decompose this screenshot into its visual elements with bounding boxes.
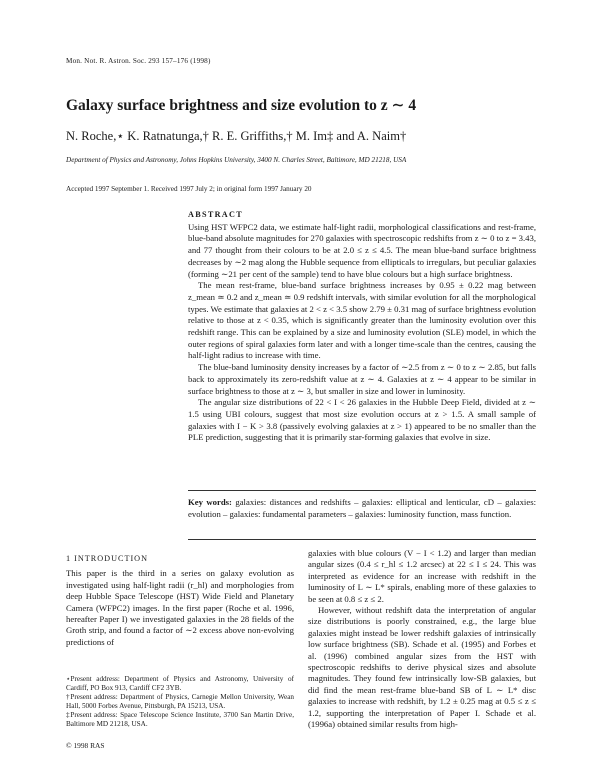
intro-paragraph: However, without redshift data the interpretation of angular size distributions is poorly constrained, e.g., the large blue galaxies might instead be lower redshift galaxies of intrinsically low surface brightness (SB). Schade et al. (1995) and Forbes et al. (1996) combined angular sizes from the HST with spectroscopic redshifts to derive physical sizes and absolute magnitudes. They found few intrinsically low-SB galaxies, but did find the mean rest-frame blue-band SB of L ∼ L* disc galaxies to increase with redshift, by 1.2 ± 0.25 mag at 0.5 ≤ z ≤ 1.2, supporting the interpretation of Paper I. Schade et al. (1996a) obtained similar results from high- (308, 605, 536, 730)
keywords-top-rule (188, 490, 536, 491)
dates-line: Accepted 1997 September 1. Received 1997 July 2; in original form 1997 January 20 (66, 185, 312, 193)
footnote: ⋆Present address: Department of Physics and Astronomy, University of Cardiff, PO Box 913, Cardiff CF2 3YB. (66, 675, 294, 693)
copyright: © 1998 RAS (66, 741, 105, 750)
keywords-label: Key words: (188, 497, 232, 507)
footnote: †Present address: Department of Physics, Carnegie Mellon University, Wean Hall, 5000 Forbes Avenue, Pittsburgh, PA 15213, USA. (66, 693, 294, 711)
footnotes (66, 675, 294, 730)
abstract-paragraph: Using HST WFPC2 data, we estimate half-light radii, morphological classifications and rest-frame, blue-band absolute magnitudes for 270 galaxies with spectroscopic redshifts from z ∼ 0 to z = 3.43, and 77 thought from their colours to be at 2.0 ≤ z ≤ 4.5. The mean blue-band surface brightness decreases by ∼2 mag along the Hubble sequence from ellipticals to irregulars, but peculiar galaxies (forming ∼21 per cent of the sample) tend to have blue colours but a high surface brightness. (188, 221, 537, 279)
left-column (66, 553, 294, 648)
abstract-paragraph: The blue-band luminosity density increases by a factor of ∼2.5 from z ∼ 0 to z ∼ 2.85, but falls back to approximately its zero-redshift value at z ∼ 4. Galaxies at z ∼ 4 appear to be similar in surface brightness to those at z ∼ 3, but smaller in size and lower in luminosity. (188, 362, 536, 396)
keywords-text: galaxies: distances and redshifts – galaxies: elliptical and lenticular, cD – galaxies: evolution – galaxies: fundamental parameters – galaxies: luminosity function, mass function. (188, 497, 536, 519)
abstract-block (188, 209, 536, 444)
intro-paragraph: This paper is the third in a series on galaxy evolution as investigated using half-light radii (r_hl) and morphologies from deep Hubble Space Telescope (HST) Wide Field and Planetary Camera (WFPC2) images. In the first paper (Roche et al. 1996, hereafter Paper I) we investigated galaxies in the 28 fields of the Groth strip, and found a factor of ∼2 excess above non-evolving predictions of (66, 568, 294, 647)
keywords-bottom-rule (188, 539, 536, 540)
keywords-block (188, 497, 536, 520)
abstract-heading: ABSTRACT (188, 210, 243, 219)
journal-citation: Mon. Not. R. Astron. Soc. 293 157–176 (1998) (66, 57, 211, 65)
abstract-paragraph: The angular size distributions of 22 < I < 26 galaxies in the Hubble Deep Field, divided at z ∼ 1.5 using UBI colours, suggest that most size evolution occurs at z > 1.5. A small sample of galaxies with I − K > 3.8 (passively evolving galaxies at z > 1) appeared to be no smaller than the PLE prediction, suggesting that it is primarily star-forming galaxies that evolve in size. (188, 397, 536, 443)
paper-title: Galaxy surface brightness and size evolution to z ∼ 4 (66, 97, 417, 114)
affiliation: Department of Physics and Astronomy, Johns Hopkins University, 3400 N. Charles Street, Baltimore, MD 21218, USA (66, 156, 407, 164)
section-heading: 1 INTRODUCTION (66, 554, 148, 563)
intro-paragraph: galaxies with blue colours (V − I < 1.2) and larger than median angular sizes (0.4 ≤ r_hl ≤ 1.2 arcsec) at 22 ≤ I ≤ 24. This was interpreted as evidence for an increase with redshift in the luminosity of L ∼ L* spirals, enabling more of these galaxies to be seen at 0.8 ≤ z ≤ 2. (308, 548, 536, 604)
right-column (308, 548, 536, 731)
abstract-paragraph: The mean rest-frame, blue-band surface brightness increases by 0.95 ± 0.22 mag between z_mean ≃ 0.2 and z_mean ≃ 0.9 redshift intervals, with similar evolution for all the morphological types. We estimate that galaxies at 2 < z < 3.5 show 2.79 ± 0.31 mag of surface brightness evolution relative to those at z < 0.35, which is significantly greater than the luminosity evolution over this redshift range. This can be explained by a size and luminosity evolution (SLE) model, in which the outer regions of spiral galaxies form later and with a longer time-scale than the centres, causing the half-light radius to increase with time. (188, 280, 536, 361)
author-list: N. Roche,⋆ K. Ratnatunga,† R. E. Griffiths,† M. Im‡ and A. Naim† (66, 129, 407, 143)
footnote: ‡Present address: Space Telescope Science Institute, 3700 San Martin Drive, Baltimore MD 21218, USA. (66, 711, 294, 729)
